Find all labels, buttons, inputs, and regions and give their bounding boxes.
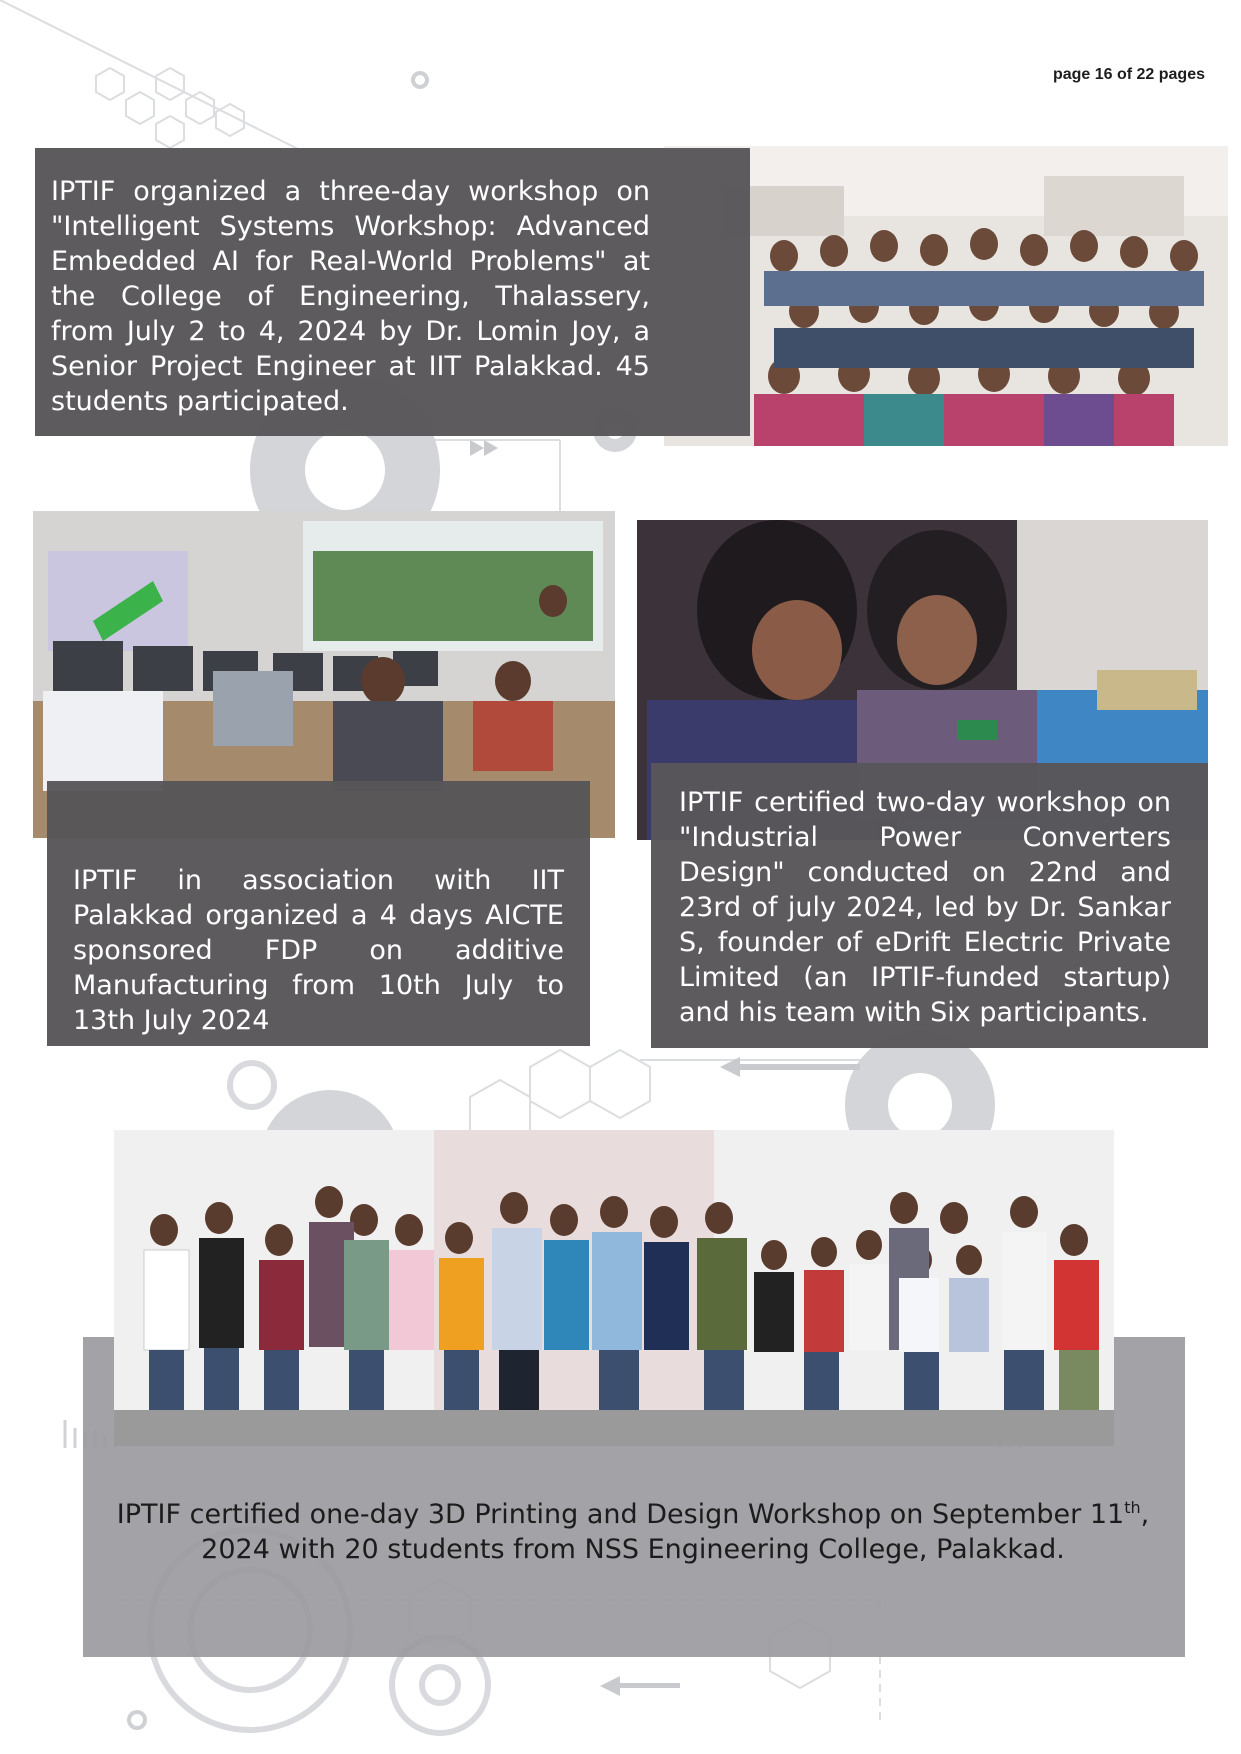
page-indicator: page 16 of 22 pages — [1052, 66, 1205, 83]
caption-text-end: , 2024 with 20 students from NSS Engineering College, Palakkad. — [201, 1499, 1150, 1565]
caption-text: IPTIF organized a three-day workshop on "Intelligent Systems Workshop: Advanced Embedded AI for Real-World Problems" at the College of Engineering, Thalassery, from July 2 to 4, 2024 by Dr. Lomin Joy, a Senior Project Engineer at IIT Palakkad. 45 students participated. — [51, 176, 650, 417]
caption-superscript: th — [1124, 1498, 1141, 1517]
caption-text-main: IPTIF certified one-day 3D Printing and Design Workshop on September 11 — [116, 1499, 1125, 1530]
caption-intelligent-systems — [35, 148, 750, 436]
photo-3d-printing-group — [114, 1130, 1114, 1446]
caption-text: IPTIF certified two-day workshop on "Industrial Power Converters Design" conducted on 22nd and 23rd of july 2024, led by Dr. Sankar S, founder of eDrift Electric Private Limited (an IPTIF-funded startup) and his team with Six participants. — [679, 787, 1171, 1028]
caption-text: IPTIF in association with IIT Palakkad organized a 4 days AICTE sponsored FDP on additive Manufacturing from 10th July to 13th July 2024 — [73, 865, 564, 1036]
caption-3d-printing — [100, 1497, 1166, 1567]
caption-additive-manufacturing — [47, 781, 590, 1046]
caption-power-converters — [651, 763, 1208, 1048]
